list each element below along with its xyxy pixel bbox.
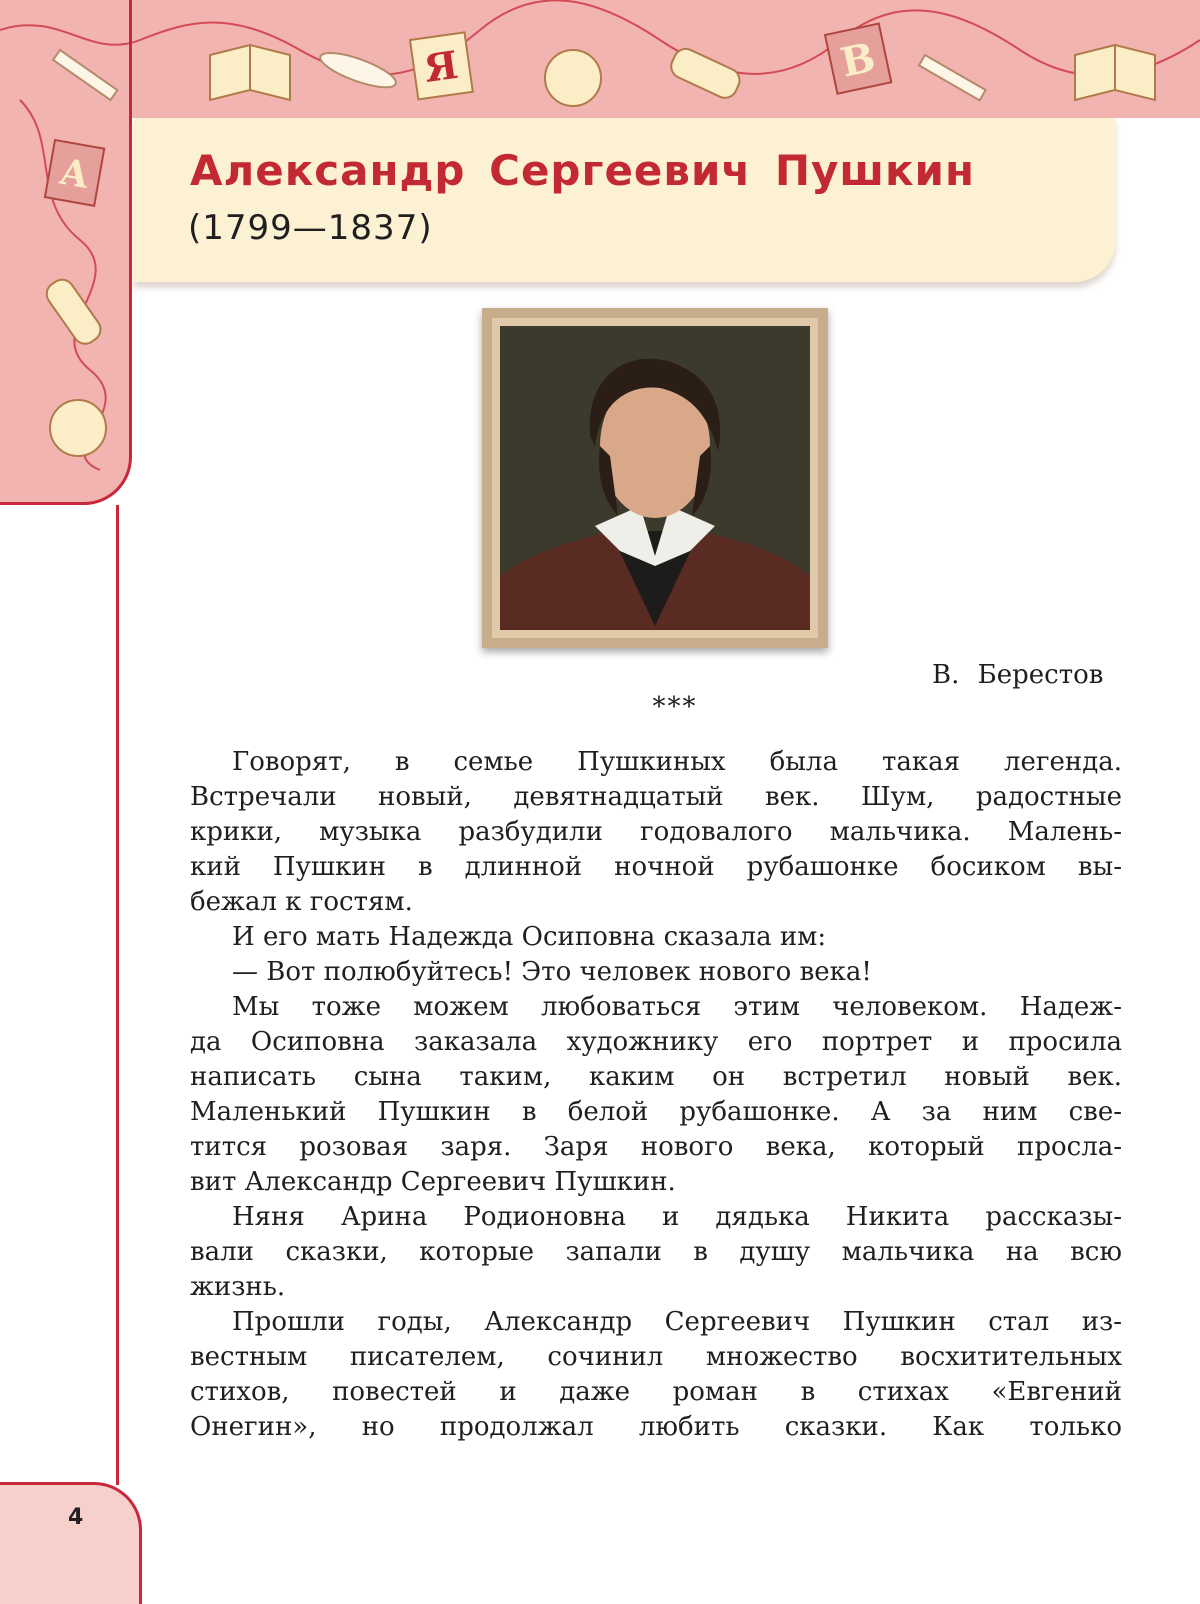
svg-text:Я: Я — [421, 41, 461, 92]
paragraph-line: Мы тоже можем любоваться этим человеком. Надеж- — [232, 992, 1122, 1022]
portrait-frame — [482, 308, 828, 648]
letter-block-icon — [45, 140, 104, 206]
paragraph-line: вестным писателем, сочинил множество восхитительных — [190, 1342, 1122, 1372]
paragraph-line: Прошли годы, Александр Сергеевич Пушкин стал из- — [232, 1307, 1122, 1337]
title-panel — [134, 118, 1116, 282]
scroll-icon — [667, 45, 743, 102]
paragraph-line: жизнь. — [190, 1272, 286, 1302]
seal-icon — [545, 50, 601, 106]
open-book-icon — [1075, 45, 1155, 100]
pencil-icon — [919, 55, 986, 100]
letter-card-icon — [410, 32, 473, 99]
scroll-icon — [42, 275, 105, 348]
poem-author: В. Берестов — [932, 660, 1104, 690]
left-margin-rule — [116, 505, 119, 1485]
portrait-drawing — [500, 326, 810, 630]
paragraph-line: крики, музыка разбудили годовалого мальчика. Малень- — [190, 817, 1122, 847]
portrait-image — [492, 318, 818, 638]
page-number-tab — [0, 1482, 142, 1604]
paragraph-line: да Осиповна заказала художнику его портрет и просила — [190, 1027, 1122, 1057]
page-number: 4 — [68, 1505, 84, 1530]
page-title: Александр Сергеевич Пушкин — [190, 146, 975, 195]
paragraph-line: Онегин», но продолжал любить сказки. Как только — [190, 1412, 1122, 1442]
pencil-icon — [53, 50, 117, 100]
paragraph-line: Няня Арина Родионовна и дядька Никита рассказы- — [232, 1202, 1122, 1232]
svg-text:В: В — [836, 33, 880, 87]
seal-icon — [50, 400, 106, 456]
paragraph-line: Встречали новый, девятнадцатый век. Шум, радостные — [190, 782, 1122, 812]
paragraph-line: И его мать Надежда Осиповна сказала им: — [232, 922, 827, 952]
paragraph-line: Говорят, в семье Пушкиных была такая легенда. — [232, 747, 1122, 777]
paragraph-line: Маленький Пушкин в белой рубашонке. А за ним све- — [190, 1097, 1122, 1127]
paragraph-line: вали сказки, которые запали в душу мальчика на всю — [190, 1237, 1122, 1267]
section-separator: *** — [652, 692, 698, 722]
paragraph-line: — Вот полюбуйтесь! Это человек нового века! — [232, 957, 872, 987]
quill-feather-icon — [317, 46, 400, 94]
paragraph-line: тится розовая заря. Заря нового века, который просла- — [190, 1132, 1122, 1162]
life-years: (1799—1837) — [188, 208, 433, 248]
letter-block-icon — [825, 24, 891, 94]
paragraph-line: кий Пушкин в длинной ночной рубашонке босиком вы- — [190, 852, 1122, 882]
paragraph-line: бежал к гостям. — [190, 887, 413, 917]
paragraph-line: вит Александр Сергеевич Пушкин. — [190, 1167, 676, 1197]
svg-text:А: А — [56, 150, 93, 198]
paragraph-line: стихов, повестей и даже роман в стихах «Евгений — [190, 1377, 1122, 1407]
open-book-icon — [210, 45, 290, 100]
paragraph-line: написать сына таким, каким он встретил новый век. — [190, 1062, 1122, 1092]
